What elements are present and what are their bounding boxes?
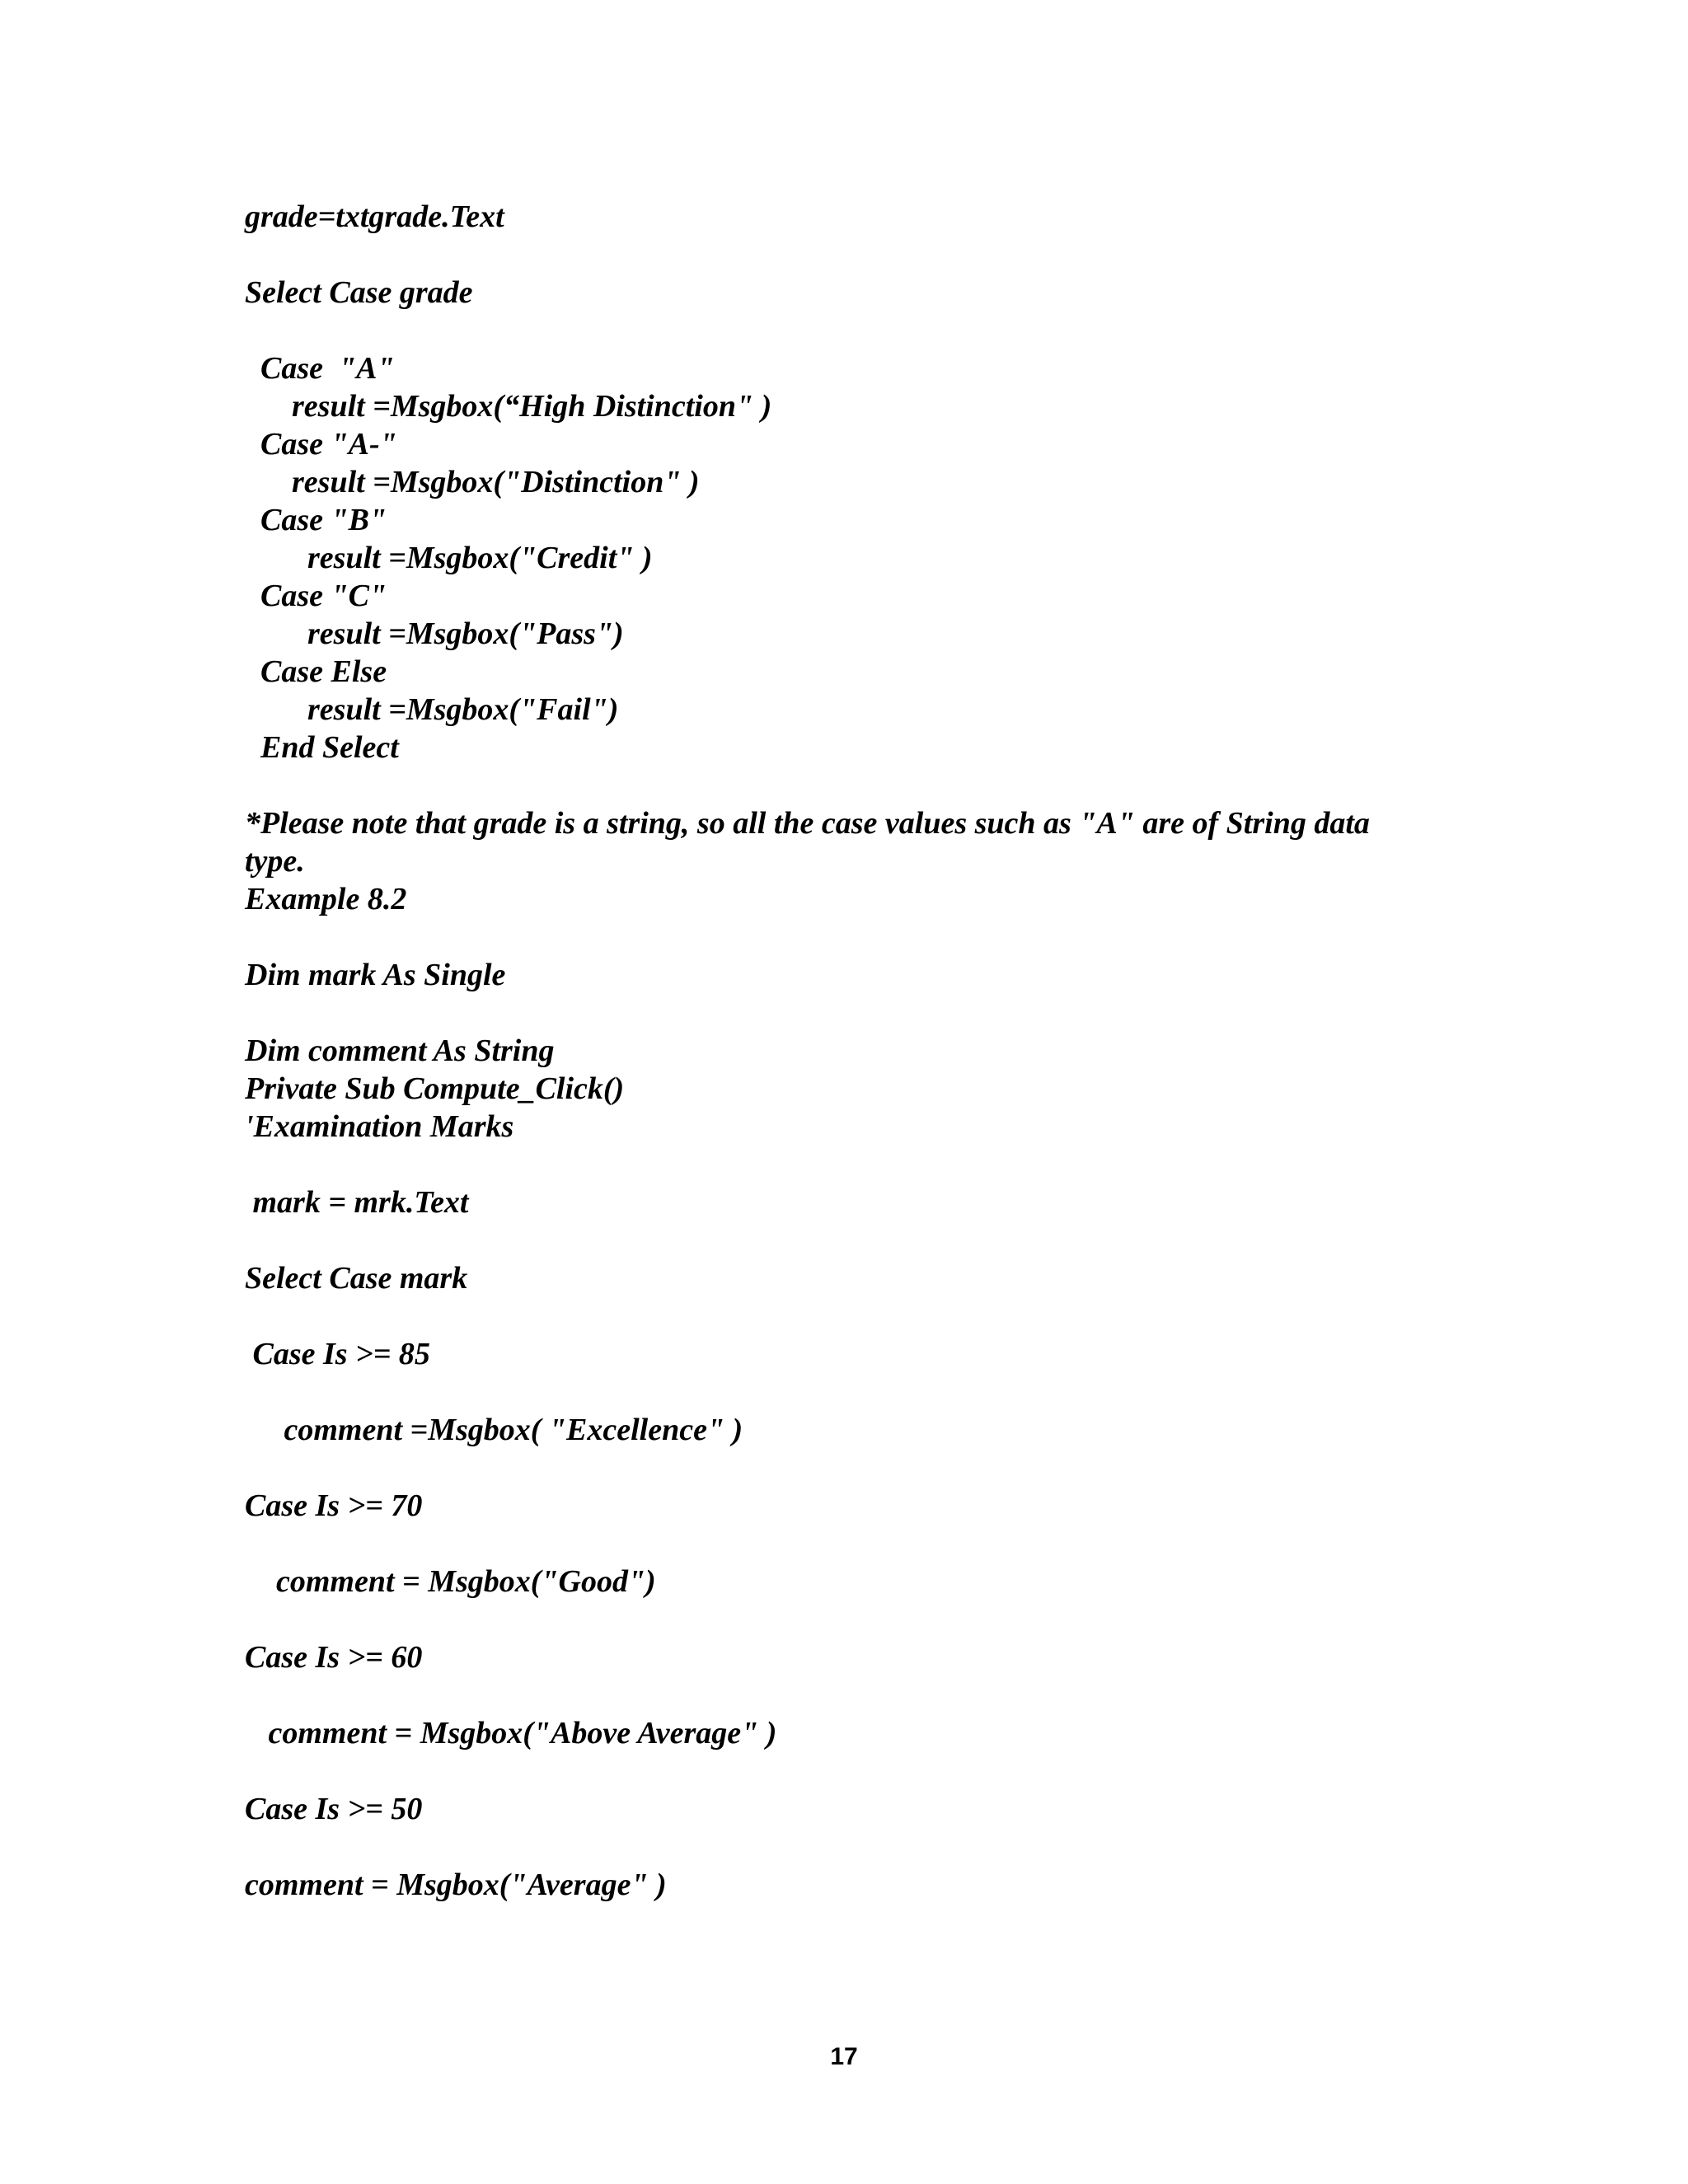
text-line: Case Is >= 70 — [245, 1488, 423, 1523]
text-line: result =Msgbox("Distinction" ) — [245, 465, 700, 499]
text-line: type. — [245, 844, 305, 879]
text-line: Example 8.2 — [245, 882, 407, 916]
text-line: Case "A" — [245, 351, 395, 386]
text-line: *Please note that grade is a string, so all the case values such as "A" are of String data — [245, 806, 1370, 841]
text-line: Case "B" — [245, 503, 387, 537]
text-line: Dim comment As String — [245, 1033, 555, 1068]
text-line: result =Msgbox("Fail") — [245, 692, 619, 727]
text-line: comment = Msgbox("Good") — [245, 1564, 656, 1599]
text-line: Select Case mark — [245, 1261, 468, 1296]
text-line: Case Else — [245, 654, 387, 689]
text-line: comment =Msgbox( "Excellence" ) — [245, 1413, 743, 1447]
page-number: 17 — [830, 2043, 858, 2070]
text-line: Select Case grade — [245, 275, 473, 310]
text-line: mark = mrk.Text — [245, 1185, 469, 1220]
text-line: comment = Msgbox("Above Average" ) — [245, 1716, 777, 1750]
text-line: result =Msgbox("Credit" ) — [245, 541, 653, 575]
text-line: Case Is >= 60 — [245, 1640, 423, 1675]
text-line: Case Is >= 85 — [245, 1337, 430, 1371]
text-line: comment = Msgbox("Average" ) — [245, 1868, 667, 1902]
text-line: result =Msgbox(“High Distinction" ) — [245, 389, 772, 424]
text-line: End Select — [245, 730, 399, 765]
text-line: Case "C" — [245, 579, 387, 613]
text-line: Case Is >= 50 — [245, 1792, 423, 1826]
text-line: 'Examination Marks — [245, 1109, 514, 1144]
text-line: Case "A-" — [245, 427, 397, 462]
text-line: result =Msgbox("Pass") — [245, 616, 624, 651]
text-line: grade=txtgrade.Text — [245, 199, 504, 234]
text-line: Dim mark As Single — [245, 958, 506, 992]
text-line: Private Sub Compute_Click() — [245, 1071, 625, 1106]
